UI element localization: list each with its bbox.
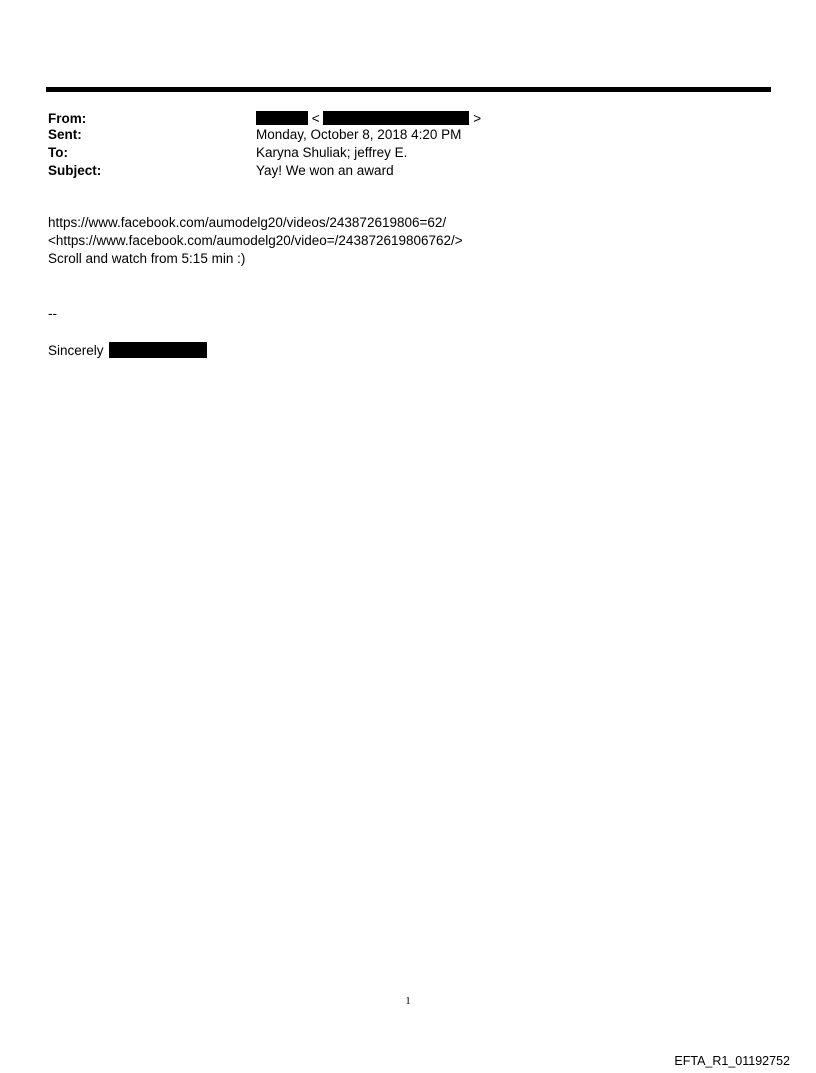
signature-name-redaction xyxy=(109,342,207,358)
subject-value: Yay! We won an award xyxy=(256,163,394,178)
document-id-stamp: EFTA_R1_01192752 xyxy=(674,1054,790,1068)
signoff-text: Sincerely xyxy=(48,343,104,358)
page-number: 1 xyxy=(405,995,411,1007)
sent-value: Monday, October 8, 2018 4:20 PM xyxy=(256,127,462,142)
to-label: To: xyxy=(48,145,68,160)
signoff-line xyxy=(48,342,207,360)
sender-email-redaction xyxy=(323,111,469,125)
body-url-bracketed-line: <https://www.facebook.com/aumodelg20/video=/243872619806762/> xyxy=(48,233,463,248)
from-label: From: xyxy=(48,111,87,126)
sent-label: Sent: xyxy=(48,127,82,142)
body-url-line: https://www.facebook.com/aumodelg20/videos/243872619806=62/ xyxy=(48,215,447,230)
from-angle-close: > xyxy=(473,111,482,126)
signature-separator: -- xyxy=(48,306,57,321)
to-value: Karyna Shuliak; jeffrey E. xyxy=(256,145,408,160)
subject-label: Subject: xyxy=(48,163,102,178)
sender-name-redaction xyxy=(256,111,308,125)
header-divider-rule xyxy=(46,87,771,92)
to-row xyxy=(48,144,748,162)
body-instruction-line: Scroll and watch from 5:15 min :) xyxy=(48,251,246,266)
sent-row xyxy=(48,126,748,144)
from-angle-open: < xyxy=(311,111,320,126)
subject-row xyxy=(48,162,748,180)
